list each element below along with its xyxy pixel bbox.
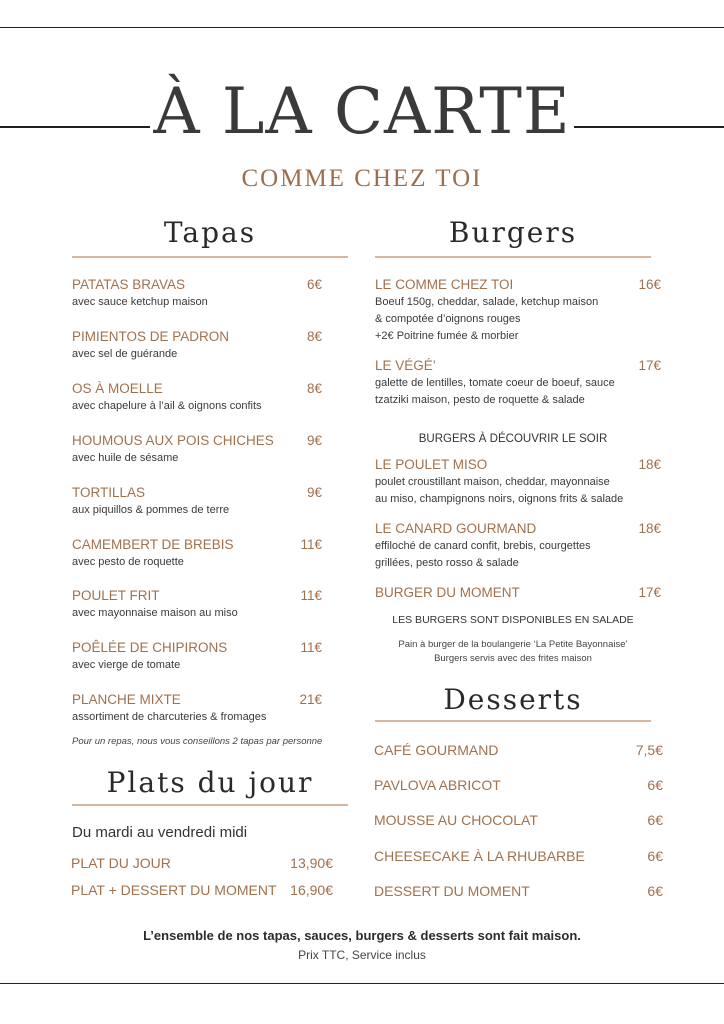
burger-item-description: & compotée d’oignons rouges <box>375 313 521 325</box>
dessert-item-name: PAVLOVA ABRICOT <box>374 777 501 793</box>
dessert-item-price: 6€ <box>647 812 663 828</box>
tapas-item-name: CAMEMBERT DE BREBIS <box>72 537 234 552</box>
dessert-item-price: 6€ <box>647 848 663 864</box>
burgers-bread-note: Pain à burger de la boulangerie ‘La Petite Bayonnaise’ <box>398 639 628 650</box>
burger-item-description: galette de lentilles, tomate coeur de boeuf, sauce <box>375 377 615 389</box>
tapas-item-name: POÊLÉE DE CHIPIRONS <box>72 640 228 655</box>
footer-homemade: L’ensemble de nos tapas, sauces, burgers & desserts sont fait maison. <box>143 928 581 943</box>
dessert-item-name: CAFÉ GOURMAND <box>374 742 499 758</box>
plats-rule <box>72 804 348 806</box>
plat-item-name: PLAT + DESSERT DU MOMENT <box>71 882 277 898</box>
dessert-item <box>374 742 663 758</box>
tapas-item-description: avec mayonnaise maison au miso <box>72 607 238 619</box>
burger-item-price: 17€ <box>638 358 661 373</box>
tapas-item-name: PLANCHE MIXTE <box>72 692 181 707</box>
plat-item-name: PLAT DU JOUR <box>71 855 171 871</box>
burger-evening-item-name: LE POULET MISO <box>375 457 488 472</box>
tapas-item-price: 11€ <box>300 588 322 603</box>
burger-evening-item-price: 18€ <box>638 521 661 536</box>
dessert-item-name: CHEESECAKE À LA RHUBARBE <box>374 848 585 864</box>
tapas-item <box>72 329 322 363</box>
burger-item <box>375 358 661 409</box>
tapas-item-price: 21€ <box>299 692 322 707</box>
plats-intro: Du mardi au vendredi midi <box>72 824 248 841</box>
tapas-item-description: avec sel de guérande <box>72 348 178 360</box>
top-border <box>0 27 724 28</box>
tapas-item-price: 8€ <box>306 381 322 396</box>
plat-item <box>71 855 333 871</box>
tapas-item-name: PATATAS BRAVAS <box>72 277 186 292</box>
dessert-item <box>374 812 663 828</box>
burgers-fries-note: Burgers servis avec des frites maison <box>434 653 592 664</box>
dessert-item-price: 7,5€ <box>635 742 663 758</box>
dessert-item <box>374 883 663 899</box>
tapas-item-description: avec vierge de tomate <box>72 659 181 671</box>
dessert-item <box>374 848 663 864</box>
tapas-item-name: HOUMOUS AUX POIS CHICHES <box>72 433 274 448</box>
burger-evening-item-description: au miso, champignons noirs, oignons frits & salade <box>375 493 624 505</box>
tapas-item <box>72 433 322 467</box>
burger-evening-item-description: effiloché de canard confit, brebis, courgettes <box>375 540 591 552</box>
burger-item-name: LE VÉGÉ’ <box>375 358 436 373</box>
title-rule-right <box>574 126 724 128</box>
tapas-item <box>72 277 322 311</box>
tapas-item-price: 9€ <box>306 485 322 500</box>
burger-evening-item-name: LE CANARD GOURMAND <box>375 521 537 536</box>
tapas-item <box>72 640 322 674</box>
tapas-item <box>72 537 322 571</box>
page-title: À LA CARTE <box>153 75 571 149</box>
tapas-item <box>72 381 322 415</box>
title-rule-left <box>0 126 150 128</box>
tapas-item-description: avec chapelure à l’ail & oignons confits <box>72 400 262 412</box>
dessert-item <box>374 777 663 793</box>
dessert-item-name: MOUSSE AU CHOCOLAT <box>374 812 538 828</box>
tapas-title: Tapas <box>163 216 257 249</box>
tapas-item <box>72 485 322 519</box>
tapas-item-name: TORTILLAS <box>72 485 146 500</box>
tapas-item-price: 8€ <box>306 329 322 344</box>
plat-item <box>71 882 333 898</box>
tapas-item-name: POULET FRIT <box>72 588 160 603</box>
tapas-item <box>72 588 322 622</box>
burgers-salad-note: LES BURGERS SONT DISPONIBLES EN SALADE <box>392 614 634 626</box>
tapas-note: Pour un repas, nous vous conseillons 2 tapas par personne <box>72 736 323 747</box>
burger-evening-item-description: grillées, pesto rosso & salade <box>375 557 519 569</box>
tapas-item-description: aux piquillos & pommes de terre <box>72 504 230 516</box>
burgers-rule <box>375 256 651 258</box>
burger-evening-item <box>375 521 661 572</box>
tapas-item-price: 11€ <box>300 537 322 552</box>
dessert-item-price: 6€ <box>647 883 663 899</box>
tapas-item-description: avec pesto de roquette <box>72 556 184 568</box>
burger-evening-item-description: poulet croustillant maison, cheddar, mayonnaise <box>375 476 610 488</box>
tapas-rule <box>72 256 348 258</box>
tapas-item-name: OS À MOELLE <box>72 381 163 396</box>
tapas-item-price: 11€ <box>300 640 322 655</box>
burger-item <box>375 277 661 345</box>
burger-evening-item-price: 17€ <box>638 585 661 600</box>
plat-item-price: 16,90€ <box>290 882 333 898</box>
tapas-item-description: assortiment de charcuteries & fromages <box>72 711 267 723</box>
plats-title: Plats du jour <box>106 766 314 799</box>
burger-evening-item <box>375 457 661 508</box>
dessert-item-price: 6€ <box>647 777 663 793</box>
bottom-border <box>0 983 724 984</box>
burgers-title: Burgers <box>448 216 578 249</box>
desserts-rule <box>375 720 651 722</box>
burger-item-price: 16€ <box>638 277 661 292</box>
burger-item-description: tzatziki maison, pesto de roquette & salade <box>375 394 585 406</box>
plat-item-price: 13,90€ <box>290 855 333 871</box>
burger-item-description: Boeuf 150g, cheddar, salade, ketchup maison <box>375 296 599 308</box>
tapas-item-description: avec huile de sésame <box>72 452 179 464</box>
burger-evening-item-price: 18€ <box>638 457 661 472</box>
burger-item-description: +2€ Poitrine fumée & morbier <box>375 330 519 342</box>
page-subtitle: COMME CHEZ TOI <box>241 165 483 192</box>
tapas-item-price: 9€ <box>306 433 322 448</box>
desserts-title: Desserts <box>443 683 583 716</box>
dessert-item-name: DESSERT DU MOMENT <box>374 883 530 899</box>
tapas-item-name: PIMIENTOS DE PADRON <box>72 329 230 344</box>
burgers-evening-heading: BURGERS À DÉCOUVRIR LE SOIR <box>418 433 608 445</box>
footer-prices: Prix TTC, Service inclus <box>298 948 426 962</box>
burger-item-name: LE COMME CHEZ TOI <box>375 277 514 292</box>
burger-evening-item-name: BURGER DU MOMENT <box>375 585 520 600</box>
tapas-item-price: 6€ <box>306 277 322 292</box>
burger-evening-item <box>375 585 661 601</box>
tapas-item-description: avec sauce ketchup maison <box>72 296 208 308</box>
tapas-item <box>72 692 322 726</box>
